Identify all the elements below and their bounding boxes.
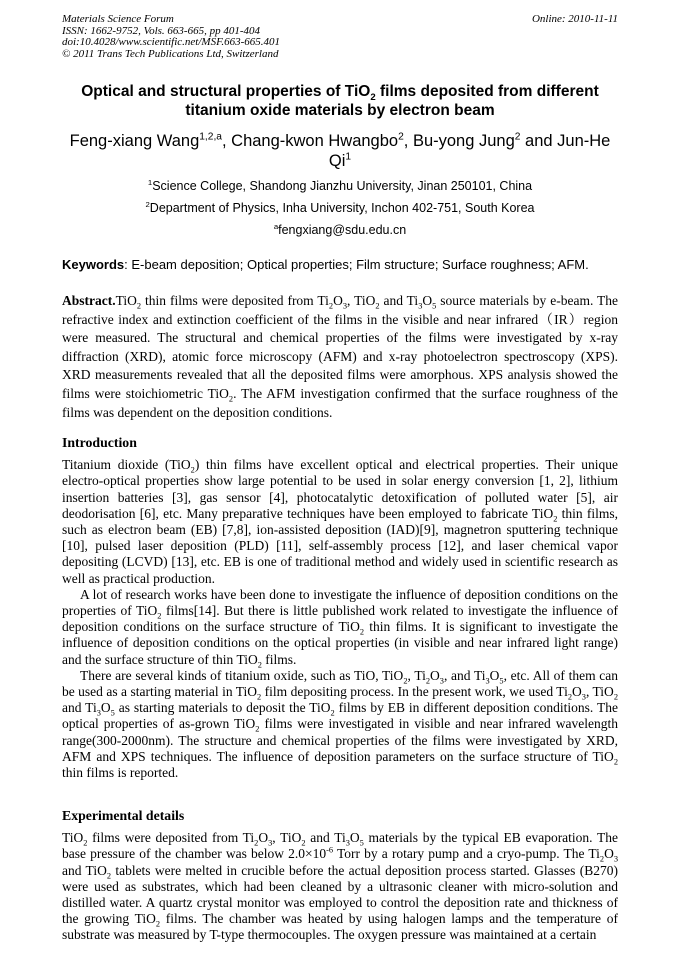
intro-paragraph-1: Titanium dioxide (TiO$_2$) thin films have excellent optical and electrical properties. Their unique electro-optical properties show large potential to be used in solar energy conversion [1, 2], lithium insertion batteries [3], gas sensor [4], photocatalytic detoxification of polluted water [5], air deodorisation [6], etc. Many preparative techniques have been employed to fabricate TiO$_2$ thin films, such as electron beam (EB) [7,8], ion-assisted deposition (IAD)[9], magnetron sputtering technique [10], pulsed laser deposition (PLD) [11], self-assembly process [12], and laser chemical vapor depositing (LCVD) [13], etc. EB is one of traditional method and widely used in scientific research as well as practical production. [62, 457, 619, 586]
journal-header-left [62, 14, 280, 60]
intro-paragraph-3: There are several kinds of titanium oxide, such as TiO, TiO$_2$, $Ti_2O_3$, and $Ti_3O_5$, etc. All of them can be used as a starting material in TiO$_2$ film depositing process. In the present work, we used $Ti_2O_3$, TiO$_2$ and $Ti_3O_5$ as starting materials to deposit the TiO$_2$ films by EB in different deposition conditions. The optical properties of as-grown TiO$_2$ films were investigated in visible and near infrared wavelength range(300-2000nm). The structure and chemical properties of the films were investigated by XRD, AFM and XPS techniques. The influence of deposition parameters on the surface structure of TiO$_2$ thin films is reported. [62, 667, 618, 781]
section-heading-introduction: Introduction [62, 435, 137, 451]
affiliation-1: $^1$Science College, Shandong Jianzhu University, Jinan 250101, China [147, 177, 533, 193]
authors-line: Feng-xiang Wang$^{1,2,a}$, Chang-kwon Hwangbo$^2$, Bu-yong Jung$^2$ and Jun-He Qi$^1$ [69, 131, 611, 170]
intro-paragraph-2: A lot of research works have been done to investigate the influence of deposition conditions on the properties of TiO$_2$ films[14]. But there is little published work related to investigate the influence of deposition conditions on the surface structure of TiO$_2$ thin films. It is significant to investigate the influence of deposition conditions on the optical properties (in visible and near infrared light range) and the surface structure of thin TiO$_2$ films. [62, 586, 619, 670]
experimental-paragraph-1: TiO$_2$ films were deposited from $Ti_2O_3$, TiO$_2$ and $Ti_3O_5$ materials by the typical EB evaporation. The base pressure of the chamber was below $2.0\times 10^{-6}$ Torr by a rotary pump and a cryo-pump. The $Ti_2O_3$ and TiO$_2$ tablets were melted in crucible before the actual deposition process started. Glasses (B270) were used as substrates, which had been cleaned by a ultrasonic cleaner with micro-solution and distilled water. A quartz crystal monitor was employed to control the deposition rate and thickness of the growing TiO$_2$ films. The chamber was heated by using halogen lamps and the temperature of substrate was measured by T-type thermocouples. The oxygen pressure was maintained at a certain [62, 830, 618, 943]
author-email: $^a$fengxiang@sdu.edu.cn [273, 221, 407, 237]
affiliation-2: $^2$Department of Physics, Inha University, Inchon 402-751, South Korea [145, 199, 535, 215]
abstract-text: TiO$_2$ thin films were deposited from $Ti_2O_3$, TiO$_2$ and $Ti_3O_5$ source materials by e-beam. The refractive index and extinction coefficient of the films in the visible and near infrared（IR）region were measured. The structural and chemical properties of the films were investigated by x-ray diffraction (XRD), atomic force microscopy (AFM) and x-ray photoelectron spectroscopy (XPS). XRD measurements revealed that all the deposited films were amorphous. XPS analysis showed the films were stoichiometric TiO$_2$. The AFM investigation confirmed that the surface roughness of the films was dependent on the deposition conditions. [62, 293, 618, 420]
online-date: Online: 2010-11-11 [531, 13, 618, 25]
section-heading-experimental: Experimental details [62, 808, 185, 824]
abstract-label: Abstract. [62, 293, 116, 308]
issn-line: ISSN: 1662-9752, Vols. 663-665, pp 401-404 [62, 24, 260, 37]
keywords-line [62, 257, 618, 273]
journal-name: Materials Science Forum [62, 13, 174, 25]
abstract-paragraph [62, 292, 618, 422]
copyright-line: © 2011 Trans Tech Publications Ltd, Switzerland [62, 47, 279, 60]
keywords-label: Keywords [62, 257, 125, 272]
doi-line: doi:10.4028/www.scientific.net/MSF.663-665.401 [62, 36, 281, 48]
keywords-text: : E-beam deposition; Optical properties; Film structure; Surface roughness; AFM. [124, 257, 589, 272]
paper-title: Optical and structural properties of TiO$_2$ films deposited from different titanium oxide materials by electron beam [81, 83, 599, 119]
journal-header [62, 14, 618, 60]
